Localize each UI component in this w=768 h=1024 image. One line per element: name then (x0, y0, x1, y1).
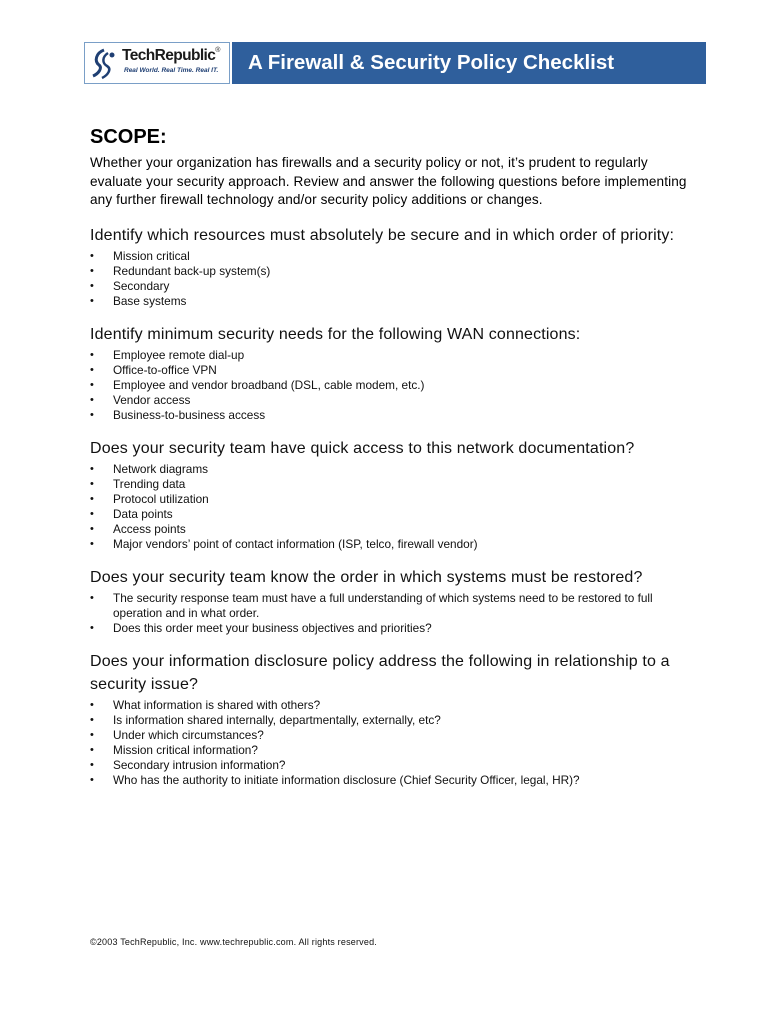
copyright-footer: ©2003 TechRepublic, Inc. www.techrepublic.com. All rights reserved. (90, 937, 377, 947)
list-item: • The security response team must have a full understanding of which systems need to be restored to full operation and in what order. (90, 591, 690, 621)
list-item: • Employee and vendor broadband (DSL, cable modem, etc.) (90, 378, 690, 393)
list-item: • Secondary (90, 279, 690, 294)
list-item: • Data points (90, 507, 690, 522)
document-body (90, 124, 690, 788)
list-item: • Network diagrams (90, 462, 690, 477)
list-item: • Vendor access (90, 393, 690, 408)
list-item: • What information is shared with others? (90, 698, 690, 713)
document-header (84, 42, 706, 84)
section-question: Identify minimum security needs for the following WAN connections: (90, 325, 581, 343)
list-item: • Mission critical information? (90, 743, 690, 758)
list-item: • Trending data (90, 477, 690, 492)
list-item: • Employee remote dial-up (90, 348, 690, 363)
scope-paragraph: Whether your organization has firewalls and a security policy or not, it’s prudent to regularly evaluate your security approach. Review and answer the following questions before implementing any further firewall technology and/or security policy additions or changes. (90, 155, 687, 207)
title-bar (232, 42, 706, 84)
list-item: • Major vendors’ point of contact information (ISP, telco, firewall vendor) (90, 537, 690, 552)
logo-wordmark: TechRepublic® (122, 47, 220, 64)
section-question: Does your security team know the order in which systems must be restored? (90, 568, 643, 586)
logo-tagline: Real World. Real Time. Real IT. (124, 67, 219, 74)
list-item: • Protocol utilization (90, 492, 690, 507)
checklist-section (90, 437, 690, 552)
checklist-section (90, 566, 690, 636)
bullet-list (90, 591, 690, 636)
list-item: • Base systems (90, 294, 690, 309)
checklist-section (90, 650, 690, 788)
section-question: Identify which resources must absolutely be secure and in which order of priority: (90, 226, 675, 244)
checklist-section (90, 323, 690, 423)
document-title: A Firewall & Security Policy Checklist (248, 51, 615, 74)
list-item: • Is information shared internally, departmentally, externally, etc? (90, 713, 690, 728)
bullet-list (90, 249, 690, 309)
section-question: Does your security team have quick access to this network documentation? (90, 439, 635, 457)
logo-swirl-icon (90, 47, 118, 81)
list-item: • Business-to-business access (90, 408, 690, 423)
list-item: • Who has the authority to initiate information disclosure (Chief Security Officer, legal, HR)? (90, 773, 690, 788)
bullet-list (90, 698, 690, 788)
scope-heading: SCOPE: (90, 126, 167, 148)
list-item: • Under which circumstances? (90, 728, 690, 743)
techrepublic-logo (84, 42, 230, 84)
list-item: • Access points (90, 522, 690, 537)
list-item: • Office-to-office VPN (90, 363, 690, 378)
checklist-sections (90, 224, 690, 788)
bullet-list (90, 462, 690, 552)
checklist-section (90, 224, 690, 309)
section-question: Does your information disclosure policy address the following in relationship to a security issue? (90, 652, 670, 693)
list-item: • Redundant back-up system(s) (90, 264, 690, 279)
list-item: • Mission critical (90, 249, 690, 264)
bullet-list (90, 348, 690, 423)
list-item: • Secondary intrusion information? (90, 758, 690, 773)
list-item: • Does this order meet your business objectives and priorities? (90, 621, 690, 636)
